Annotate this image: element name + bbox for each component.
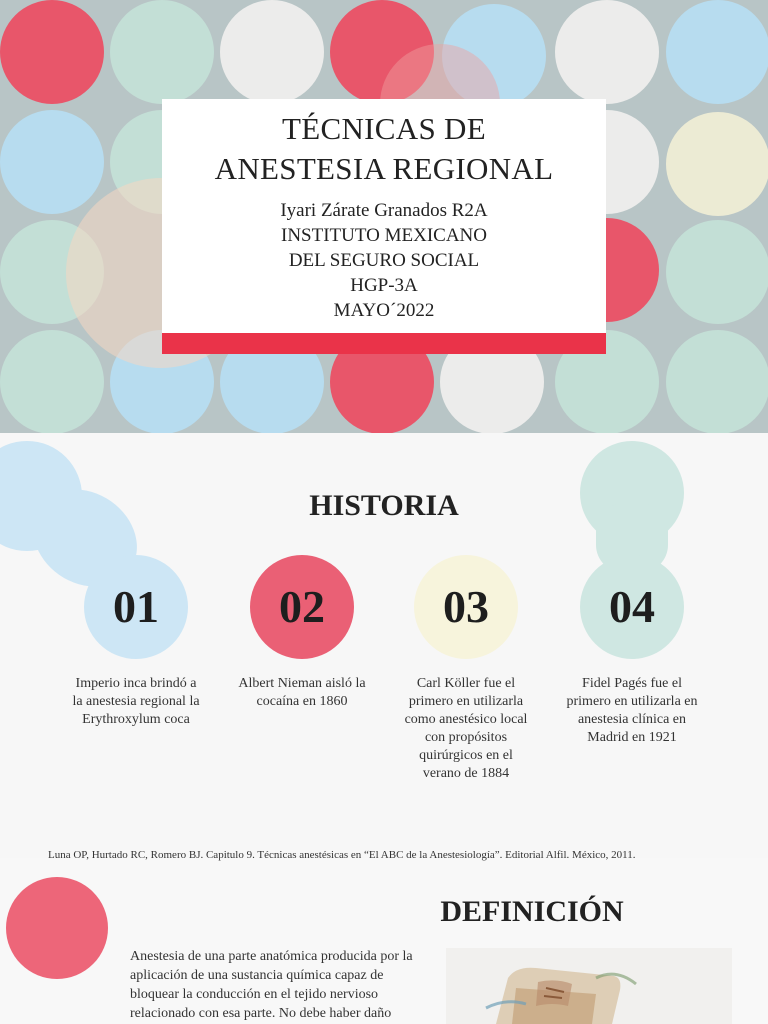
anatomy-illustration (446, 948, 732, 1024)
hospital-name: HGP-3A (350, 275, 418, 296)
institution-line-1: INSTITUTO MEXICANO (281, 225, 487, 246)
title-accent-bar (162, 333, 606, 354)
title-line-1: TÉCNICAS DE (282, 111, 486, 146)
decor-dot (666, 220, 768, 324)
definicion-text: Anestesia de una parte anatómica producida por la aplicación de una sustancia química capaz de bloquear la conducción en el tejido nervioso relacionado con esa parte. No debe haber daño (130, 949, 413, 1021)
historia-title: HISTORIA (309, 489, 459, 522)
title-slide (0, 0, 768, 433)
presentation-date: MAYO´2022 (333, 300, 435, 321)
subtitle-block (162, 198, 606, 323)
decor-dot (110, 0, 214, 104)
reference-citation: Luna OP, Hurtado RC, Romero BJ. Capitulo 9. Técnicas anestésicas en “El ABC de la Anestesiología”. Editorial Alfil. México, 2011. (48, 849, 636, 861)
decor-dot (0, 110, 104, 214)
decor-dot (555, 0, 659, 104)
definicion-slide (0, 865, 768, 1024)
institution-line-2: DEL SEGURO SOCIAL (288, 250, 480, 271)
timeline-number-03: 03 (414, 555, 518, 659)
historia-slide (0, 433, 768, 858)
timeline-text-01: Imperio inca brindó a la anestesia regional la Erythroxylum coca (72, 676, 200, 727)
timeline-text-02: Albert Nieman aisló la cocaína en 1860 (238, 676, 366, 709)
definicion-title: DEFINICIÓN (440, 895, 624, 928)
presentation-title (162, 109, 606, 189)
anatomy-illustration-graphic (446, 948, 732, 1024)
timeline-text-03: Carl Köller fue el primero en utilizarla como anestésico local con propósitos quirúrgicos en el verano de 1884 (404, 676, 528, 781)
decor-circle (6, 877, 108, 979)
title-line-2: ANESTESIA REGIONAL (214, 151, 554, 186)
decor-dot (666, 0, 768, 104)
timeline-number-04: 04 (580, 555, 684, 659)
timeline-text-04: Fidel Pagés fue el primero en utilizarla en anestesia clínica en Madrid en 1921 (566, 676, 698, 745)
decor-dot (0, 330, 104, 433)
decor-dot (666, 112, 768, 216)
decor-dot (220, 0, 324, 104)
decor-dot (666, 330, 768, 433)
title-card (162, 99, 606, 354)
timeline-number-01: 01 (84, 555, 188, 659)
author-name: Iyari Zárate Granados R2A (280, 200, 488, 221)
timeline-number-02: 02 (250, 555, 354, 659)
decor-dot (0, 0, 104, 104)
